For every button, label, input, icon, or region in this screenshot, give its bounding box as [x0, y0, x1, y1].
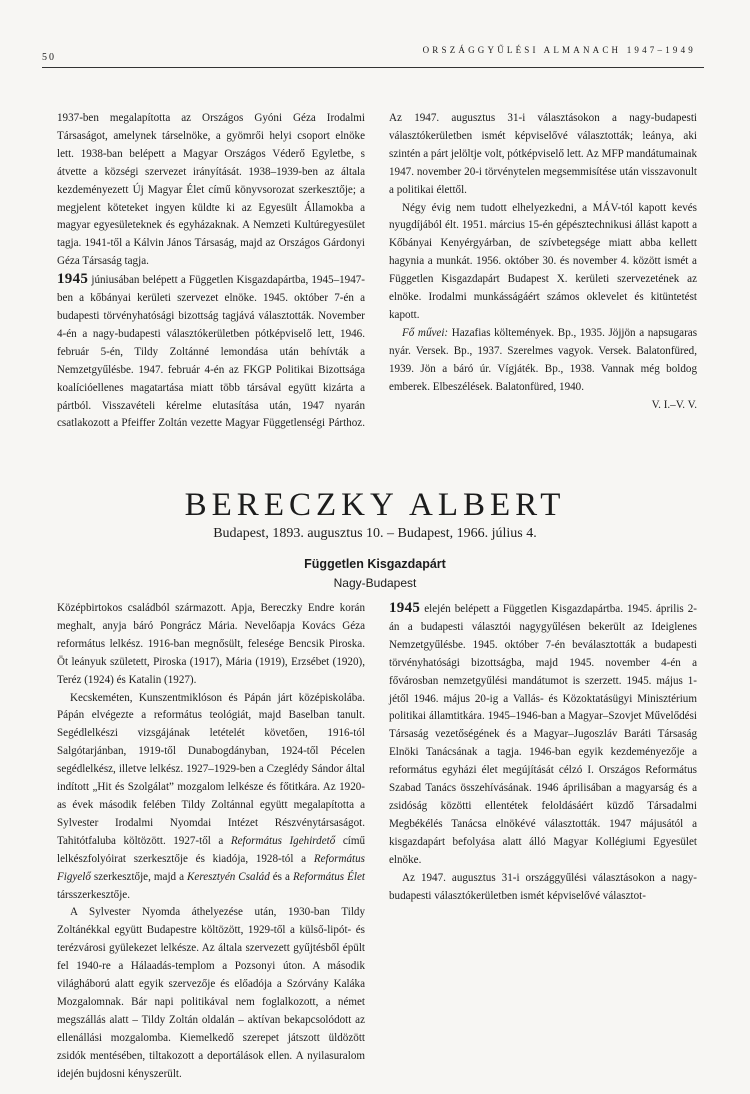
header-rule [42, 67, 704, 68]
paragraph: Az 1947. augusztus 31-i országgyűlési választásokon a nagy-budapesti választókerületben ismét képviselővé választot- [389, 871, 697, 902]
year-marker: 1945 [389, 600, 421, 616]
paragraph-text: júniusában belépett a Független Kisgazdapártba, 1945–1947-ben a kőbányai kerületi szervezet elnöke. 1945. október 7-én a budapesti törvényhatósági bizottság tagjává választották. November 4-én a nagy-budapesti választókerületben pótképviselő lett, 1946. február 5-én, Tildy Zoltánné lemondása után behívták a Nemzetgyűlésbe. 1947. február 4-én az FKGP Politikai Bizottsága koalícióellenes magatartása miatt több társával együtt kizárta a pártból. Visszavételi kérelme elutasítása után, 1947 nyarán csatlakozott a Pfeiffer Zoltán vezette Magyar Függetlenségi Párthoz. Az 1947. augusztus 31-i választásokon a nagy-budapesti választókerületben ismét képviselővé választották; leánya, aki szintén a párt jelöltje volt, pótképviselő lett. Az MFP mandátumainak 1947. november 20-i törvénytelen megsemmisítése után visszavonult a politikai élettől. [57, 112, 697, 430]
paragraph [57, 690, 365, 905]
paragraph: 1937-ben megalapította az Országos Gyóni Géza Irodalmi Társaságot, amelynek társelnöke, a gyömrői helyi csoport elnöke lett. 1938-ban belépett a Magyar Országos Véderő Egyletbe, s átvette a községi szervezet irányítását. 1938–1939-ben az általa kezdeményezett Új Magyar Élet című könyvsorozat szerkesztője; a megjelent köteteket ingyen küldte ki az Egyesült Államokba a magyar egyesületeknek és egyházaknak. A Nemzeti Kultúregyesület tagja. 1941-től a Kálvin János Társaság, majd az Országos Gárdonyi Géza Társaság tagja. [57, 112, 365, 268]
entry-name: BERECZKY ALBERT [184, 487, 566, 523]
entry-constituency: Nagy-Budapest [333, 576, 417, 590]
journal-title: Református Igehirdető [230, 834, 336, 847]
paragraph: Négy évig nem tudott elhelyezkedni, a MÁV-tól kapott kevés nyugdíjából élt. 1951. március 15-én gépésztechnikusi állást kapott a Kőbányai Kenyérgyárban, de szívbetegsége miatt abba kellett hagynia a munkát. 1956. október 30. és november 4. között ismét a Független Kisgazdapárt Budapest X. kerületi szervezetének az elnöke. Irodalmi munkásságáért számos oklevelet és kitüntetést kapott. [389, 201, 697, 321]
works-label: Fő művei: [402, 326, 449, 339]
paragraph-text: elején belépett a Független Kisgazdapártba. 1945. április 2-án a budapesti választói nagygyűlésen bekerült az Ideiglenes Nemzetgyűlésbe. 1945. október 7-én beválasztották a budapesti törvényhatósági bizottságba, majd 1945. november 4-én a fővárosban nemzetgyűlési mandátumot is szerzett. 1945. május 1-jétől 1946. május 20-ig a Vallás- és Közoktatásügyi Minisztérium politikai államtitkára. 1945–1946-ban a Magyar–Szovjet Művelődési Társaság vezetőségének és a Magyar–Jugoszláv Baráti Társaság Elnöki Tanácsának a tagja. 1946-ban egyik kezdeményezője a református egyházi élet megújítását célzó I. Országos Református Szabad Tanács összehívásának. 1946 áprilisában a magyarság és a zsidóság közötti ellentétek feloldásáért küzdő Társadalmi Megbékélés Tanácsa elnökévé választották. 1947 májusától a kisgazdapárt befolyása alatt álló Magyar Kollégiumi Egyesület elnöke. [389, 603, 697, 866]
page-number: 50 [42, 52, 56, 63]
paragraph-text: Kecskeméten, Kunszentmiklóson és Pápán járt középiskolába. Pápán elvégezte a református teológiát, majd Baselban tanult. Segédlelkészi vizsgájának letételét követően, 1916-tól Salgótarjánban, 1919-től Dunabogdányban, 1924-től Pécelen segédlelkész, illetve lelkész. 1927–1929-ben a Czeglédy Sándor által indított „Hit és Szolgálat” mozgalom lelkésze és főtitkára. Az 1920-as évek második felében Tildy Zoltánnal együtt megalapította a Sylvester Irodalmi Nyomdai Intézet Részvénytársaságot. Tahitótfaluba költözött. 1927-től a [57, 691, 365, 847]
works-paragraph [389, 325, 697, 397]
previous-entry-body [57, 110, 697, 435]
paragraph-text: című lelkészfolyóirat szerkesztője és kiadója, 1928-tól a [57, 834, 365, 865]
entry-dates: Budapest, 1893. augusztus 10. – Budapest, 1966. július 4. [213, 526, 537, 541]
year-marker: 1945 [57, 271, 89, 288]
paragraph-text: szerkesztője, majd a [90, 870, 188, 883]
running-head: ORSZÁGGYŰLÉSI ALMANACH 1947–1949 [422, 45, 696, 55]
paragraph [389, 600, 697, 870]
works-text: Hazafias költemények. Bp., 1935. Jöjjön a napsugaras nyár. Versek. Bp., 1937. Szerelmes vagyok. Versek. Balatonfüred, 1939. Jön a báró úr. Vígjáték. Bp., 1938. Vannak még boldog emberek. Elbeszélések. Balatonfüred, 1940. [389, 326, 698, 393]
entry-body [57, 600, 697, 1088]
paragraph: Középbirtokos családból származott. Apja, Bereczky Endre korán meghalt, anyja báró Pongrácz Mária. Nevelőapja Kovács Géza református lelkész. 1916-ban megnősült, felesége Bencsik Piroska. Öt leányuk született, Piroska (1917), Mária (1919), Erzsébet (1920), Teréz (1924) és Katalin (1927). [57, 602, 365, 686]
journal-title: Református Figyelő [57, 852, 365, 883]
paragraph-text: társszerkesztője. [57, 888, 130, 901]
author-initials: V. I.–V. V. [651, 398, 697, 411]
journal-title: Keresztyén Család [187, 870, 270, 883]
paragraph-text: és a [269, 870, 293, 883]
journal-title: Református Élet [292, 870, 365, 883]
entry-party: Független Kisgazdapárt [304, 557, 446, 571]
paragraph: A Sylvester Nyomda áthelyezése után, 1930-ban Tildy Zoltánékkal együtt Budapestre költözött, 1929-től a külső-lipót- és terézvárosi gyülekezet lelkésze. Az általa szervezett gyűjtésből épült fel 1940-re a Hálaadás-templom a Pozsonyi úton. A második világháború alatt egyik szervezője és előadója a Szórvány Kaláka Mozgalomnak. Bár napi politikával nem foglalkozott, a német megszállás alatt – Tildy Zoltán oldalán – aktívan bekapcsolódott az ellenállási mozgalomba. Kiemelkedő szerepet játszott üldözött zsidók mentésében, tiltakozott a deportálások ellen. A nyilasuralom idején bujdosni kényszerült. [57, 906, 365, 1080]
